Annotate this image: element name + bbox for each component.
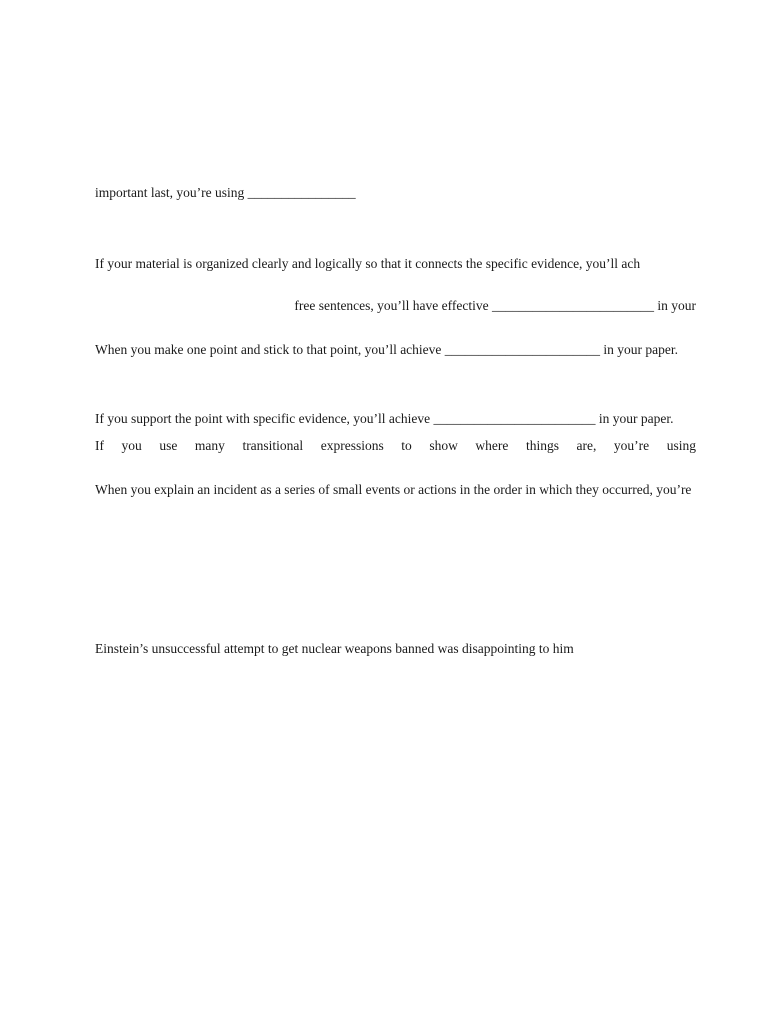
word-0: If [95, 438, 104, 453]
word-10: are, [576, 438, 597, 453]
word-5: expressions [320, 438, 384, 453]
text-line-organized-clearly: If your material is organized clearly and logically so that it connects the specific evidence, you’ll ach [95, 256, 641, 271]
word-3: many [194, 438, 225, 453]
word-11: you’re [613, 438, 650, 453]
text-line-specific-evidence: If you support the point with specific evidence, you’ll achieve ________________________ in your paper. [95, 411, 674, 426]
word-7: show [429, 438, 458, 453]
word-9: things [525, 438, 559, 453]
text-line-free-sentences: free sentences, you’ll have effective ________________________ in your [294, 298, 696, 313]
text-line-transitional-expressions [95, 437, 696, 455]
word-2: use [159, 438, 178, 453]
text-line-einstein: Einstein’s unsuccessful attempt to get nuclear weapons banned was disappointing to him [95, 641, 574, 656]
text-line-one-point: When you make one point and stick to that point, you’ll achieve _______________________ in your paper. [95, 342, 679, 357]
word-1: you [121, 438, 142, 453]
word-8: where [475, 438, 509, 453]
word-12: using [666, 438, 696, 453]
word-4: transitional [242, 438, 304, 453]
text-line-important-last: important last, you’re using ________________ [95, 185, 356, 200]
word-6: to [401, 438, 412, 453]
text-line-small-events: When you explain an incident as a series of small events or actions in the order in which they occurred, you’re [95, 482, 692, 497]
